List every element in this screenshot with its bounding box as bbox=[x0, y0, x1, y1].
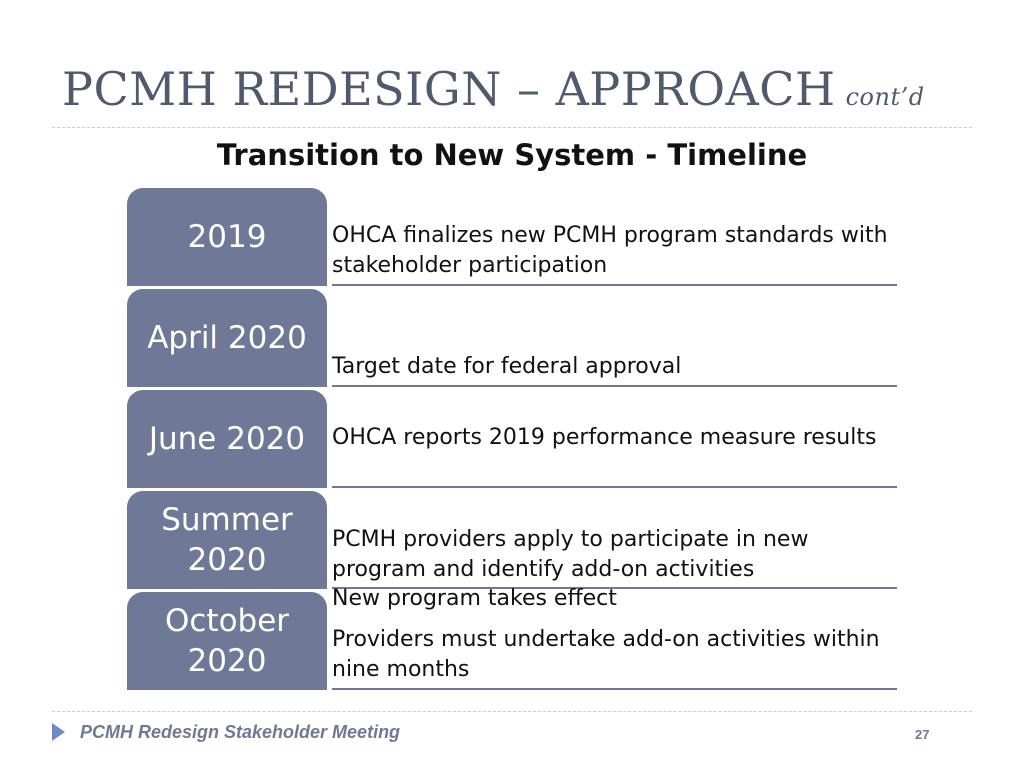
triangle-bullet-icon bbox=[52, 723, 65, 741]
page-number: 27 bbox=[915, 727, 930, 742]
footer-text: PCMH Redesign Stakeholder Meeting bbox=[80, 722, 401, 742]
timeline-text: OHCA finalizes new PCMH program standards with stakeholder participation bbox=[332, 223, 888, 278]
slide-subtitle: Transition to New System - Timeline bbox=[216, 138, 808, 172]
timeline-description bbox=[332, 491, 897, 589]
timeline-date-tab bbox=[127, 289, 327, 387]
timeline-description bbox=[332, 390, 897, 488]
timeline-date: April 2020 bbox=[147, 320, 307, 356]
timeline-row bbox=[127, 491, 897, 589]
timeline-row bbox=[127, 390, 897, 488]
timeline-date: 2019 bbox=[187, 219, 267, 255]
timeline-description bbox=[332, 188, 897, 286]
timeline-description bbox=[332, 586, 897, 690]
timeline-date: Summer 2020 bbox=[161, 502, 293, 578]
timeline-text: Target date for federal approval bbox=[332, 354, 682, 379]
slide-title-text: PCMH REDESIGN – APPROACH bbox=[62, 62, 836, 116]
timeline-text: OHCA reports 2019 performance measure results bbox=[332, 425, 877, 450]
timeline-date-tab bbox=[127, 592, 327, 690]
timeline-text: Providers must undertake add-on activities within nine months bbox=[332, 627, 880, 682]
slide-title bbox=[62, 62, 925, 116]
timeline-text: New program takes effect bbox=[332, 586, 617, 611]
timeline-row bbox=[127, 289, 897, 387]
title-divider bbox=[52, 127, 972, 128]
timeline-row bbox=[127, 586, 897, 690]
timeline-date-tab bbox=[127, 188, 327, 286]
timeline-text: PCMH providers apply to participate in new program and identify add-on activities bbox=[332, 527, 809, 582]
timeline-date-tab bbox=[127, 491, 327, 589]
slide-title-suffix: cont’d bbox=[845, 83, 925, 111]
timeline-row bbox=[127, 188, 897, 286]
timeline-description bbox=[332, 289, 897, 387]
timeline-date: October 2020 bbox=[164, 603, 290, 679]
timeline-date: June 2020 bbox=[148, 421, 306, 457]
timeline-date-tab bbox=[127, 390, 327, 488]
footer-divider bbox=[52, 711, 972, 712]
